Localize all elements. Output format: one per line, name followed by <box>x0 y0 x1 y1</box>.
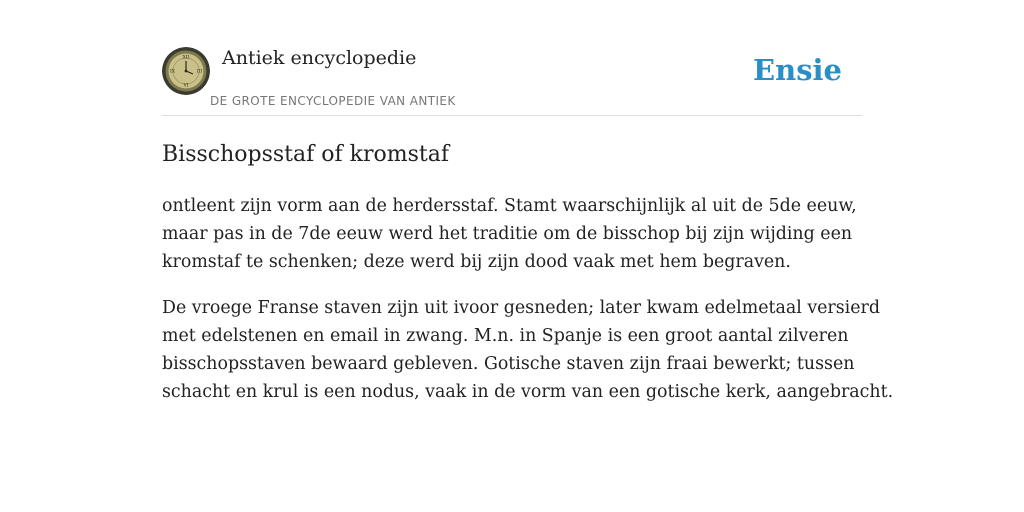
article-paragraph <box>162 192 878 276</box>
svg-text:III: III <box>196 69 203 75</box>
text-line: De vroege Franse staven zijn uit ivoor gesneden; later kwam edelmetaal versierd <box>162 298 880 318</box>
svg-text:XII: XII <box>182 55 190 61</box>
text-line: ontleent zijn vorm aan de herdersstaf. Stamt waarschijnlijk al uit de 5de eeuw, <box>162 196 857 216</box>
antique-clock-icon[interactable] <box>162 47 210 95</box>
svg-text:IX: IX <box>170 69 175 75</box>
site-title[interactable]: Antiek encyclopedie <box>222 47 417 69</box>
text-line: maar pas in de 7de eeuw werd het traditie om de bisschop bij zijn wijding een <box>162 224 853 244</box>
article-paragraph <box>162 294 894 406</box>
svg-text:VI: VI <box>183 83 189 89</box>
text-line: met edelstenen en email in zwang. M.n. in Spanje is een groot aantal zilveren <box>162 326 849 346</box>
brand-logo-link[interactable]: Ensie <box>753 53 842 87</box>
site-subtitle: DE GROTE ENCYCLOPEDIE VAN ANTIEK <box>210 94 456 108</box>
text-line: kromstaf te schenken; deze werd bij zijn dood vaak met hem begraven. <box>162 252 791 272</box>
article-title: Bisschopsstaf of kromstaf <box>162 142 449 167</box>
site-header <box>162 45 862 116</box>
article-body <box>162 192 894 424</box>
text-line: schacht en krul is een nodus, vaak in de vorm van een gotische kerk, aangebracht. <box>162 382 894 402</box>
text-line: bisschopsstaven bewaard gebleven. Gotische staven zijn fraai bewerkt; tussen <box>162 354 855 374</box>
